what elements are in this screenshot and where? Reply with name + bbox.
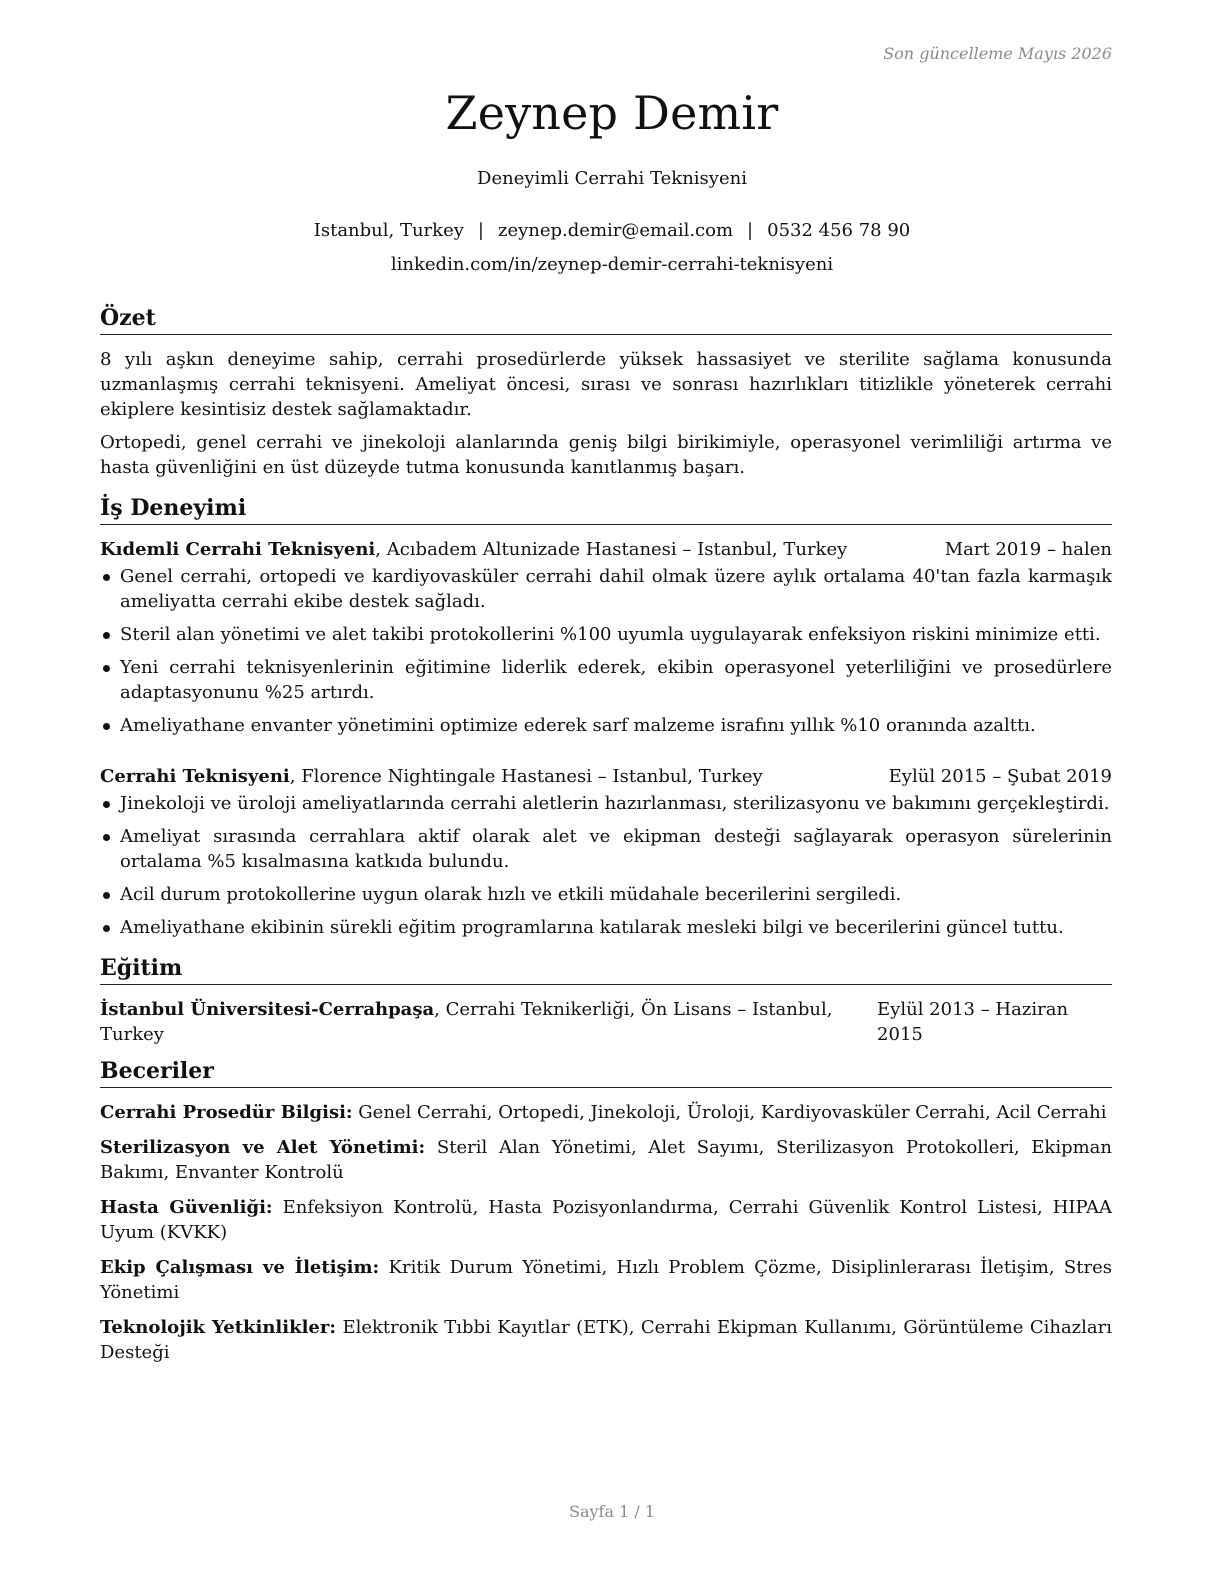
- resume-body: [100, 304, 1112, 1365]
- skill-category: Cerrahi Prosedür Bilgisi:: [100, 1102, 353, 1123]
- resume-headline: Deneyimli Cerrahi Teknisyeni: [477, 168, 747, 189]
- job-title-line: [100, 764, 763, 789]
- job-organization: , Acıbadem Altunizade Hastanesi – Istanbul, Turkey: [375, 539, 848, 560]
- summary-paragraph: Ortopedi, genel cerrahi ve jinekoloji alanlarında geniş bilgi birikimiyle, operasyonel verimliliği artırma ve hasta güvenliğini en üst düzeyde tutma konusunda kanıtlanmış başarı.: [100, 432, 1112, 478]
- skill-category: Sterilizasyon ve Alet Yönetimi:: [100, 1137, 426, 1158]
- job-entry: [100, 764, 1112, 940]
- skill-category: Hasta Güvenliği:: [100, 1197, 273, 1218]
- last-updated: Son güncelleme Mayıs 2026: [883, 44, 1112, 63]
- job-entry: [100, 537, 1112, 738]
- summary-section: [100, 304, 1112, 480]
- job-role: Kıdemli Cerrahi Teknisyeni: [100, 539, 376, 560]
- job-header: [100, 537, 1112, 562]
- job-bullet: Acil durum protokollerine uygun olarak hızlı ve etkili müdahale becerilerini sergiledi.: [100, 882, 1112, 907]
- job-bullets: [100, 791, 1112, 940]
- section-title-summary: Özet: [100, 304, 1112, 335]
- skill-values: Kritik Durum Yönetimi, Hızlı Problem Çözme, Disiplinlerarası İletişim, Stres Yönetimi: [100, 1257, 1112, 1303]
- skill-values: Elektronik Tıbbi Kayıtlar (ETK), Cerrahi Ekipman Kullanımı, Görüntüleme Cihazları Desteği: [100, 1317, 1113, 1363]
- job-bullet: Steril alan yönetimi ve alet takibi protokollerini %100 uyumla uygulayarak enfeksiyon riskini minimize etti.: [100, 622, 1112, 647]
- experience-section: [100, 494, 1112, 940]
- contact-separator: |: [747, 220, 754, 241]
- skills-section: [100, 1057, 1112, 1365]
- contact-location: Istanbul, Turkey: [313, 220, 464, 241]
- job-role: Cerrahi Teknisyeni: [100, 766, 290, 787]
- education-section: [100, 954, 1112, 1047]
- job-dates: Mart 2019 – halen: [944, 539, 1112, 560]
- job-bullet: Yeni cerrahi teknisyenlerinin eğitimine liderlik ederek, ekibin operasyonel yeterliliğini ve prosedürlere adaptasyonunu %25 artırdı.: [100, 655, 1112, 705]
- education-school: İstanbul Üniversitesi-Cerrahpaşa: [100, 999, 435, 1020]
- summary-paragraph: 8 yılı aşkın deneyime sahip, cerrahi prosedürlerde yüksek hassasiyet ve sterilite sağlama konusunda uzmanlaşmış cerrahi teknisyeni. Ameliyat öncesi, sırası ve sonrası hazırlıkları titizlikle yöneterek cerrahi ekiplere kesintisiz destek sağlamaktadır.: [100, 349, 1112, 420]
- job-bullet: Jinekoloji ve üroloji ameliyatlarında cerrahi aletlerin hazırlanması, sterilizasyonu ve bakımını gerçekleştirdi.: [100, 791, 1112, 816]
- contact-line: [0, 220, 1224, 241]
- education-title-line: [100, 997, 877, 1047]
- contact-linkedin[interactable]: linkedin.com/in/zeynep-demir-cerrahi-teknisyeni: [390, 254, 834, 275]
- skill-row: [100, 1315, 1112, 1365]
- job-organization: , Florence Nightingale Hastanesi – Istanbul, Turkey: [289, 766, 763, 787]
- resume-name: Zeynep Demir: [445, 86, 779, 140]
- skill-row: [100, 1100, 1112, 1125]
- job-dates: Eylül 2015 – Şubat 2019: [888, 766, 1112, 787]
- skill-row: [100, 1135, 1112, 1185]
- job-header: [100, 764, 1112, 789]
- job-bullets: [100, 564, 1112, 738]
- education-detail: , Cerrahi Teknikerliği, Ön Lisans – Istanbul, Turkey: [100, 999, 833, 1045]
- education-dates: Eylül 2013 – Haziran 2015: [877, 999, 1069, 1045]
- skill-category: Ekip Çalışması ve İletişim:: [100, 1257, 380, 1278]
- section-title-education: Eğitim: [100, 954, 1112, 985]
- job-title-line: [100, 537, 847, 562]
- contact-separator: |: [477, 220, 484, 241]
- contact-phone: 0532 456 78 90: [767, 220, 911, 241]
- contact-email[interactable]: zeynep.demir@email.com: [497, 220, 734, 241]
- skill-values: Enfeksiyon Kontrolü, Hasta Pozisyonlandırma, Cerrahi Güvenlik Kontrol Listesi, HIPAA Uyum (KVKK): [100, 1197, 1113, 1243]
- skill-row: [100, 1195, 1112, 1245]
- job-bullet: Genel cerrahi, ortopedi ve kardiyovasküler cerrahi dahil olmak üzere aylık ortalama 40'tan fazla karmaşık ameliyatta cerrahi ekibe destek sağladı.: [100, 564, 1112, 614]
- section-title-skills: Beceriler: [100, 1057, 1112, 1088]
- skill-row: [100, 1255, 1112, 1305]
- job-bullet: Ameliyathane envanter yönetimini optimize ederek sarf malzeme israfını yıllık %10 oranında azalttı.: [100, 713, 1112, 738]
- section-title-experience: İş Deneyimi: [100, 494, 1112, 525]
- skill-values: Steril Alan Yönetimi, Alet Sayımı, Sterilizasyon Protokolleri, Ekipman Bakımı, Envanter Kontrolü: [100, 1137, 1113, 1183]
- page-number: Sayfa 1 / 1: [568, 1502, 655, 1521]
- job-bullet: Ameliyathane ekibinin sürekli eğitim programlarına katılarak mesleki bilgi ve becerilerini güncel tuttu.: [100, 915, 1112, 940]
- job-bullet: Ameliyat sırasında cerrahlara aktif olarak alet ve ekipman desteği sağlayarak operasyon sürelerinin ortalama %5 kısalmasına katkıda bulundu.: [100, 824, 1112, 874]
- education-entry: [100, 997, 1112, 1047]
- skill-values: Genel Cerrahi, Ortopedi, Jinekoloji, Üroloji, Kardiyovasküler Cerrahi, Acil Cerrahi: [352, 1102, 1107, 1123]
- skill-category: Teknolojik Yetkinlikler:: [100, 1317, 337, 1338]
